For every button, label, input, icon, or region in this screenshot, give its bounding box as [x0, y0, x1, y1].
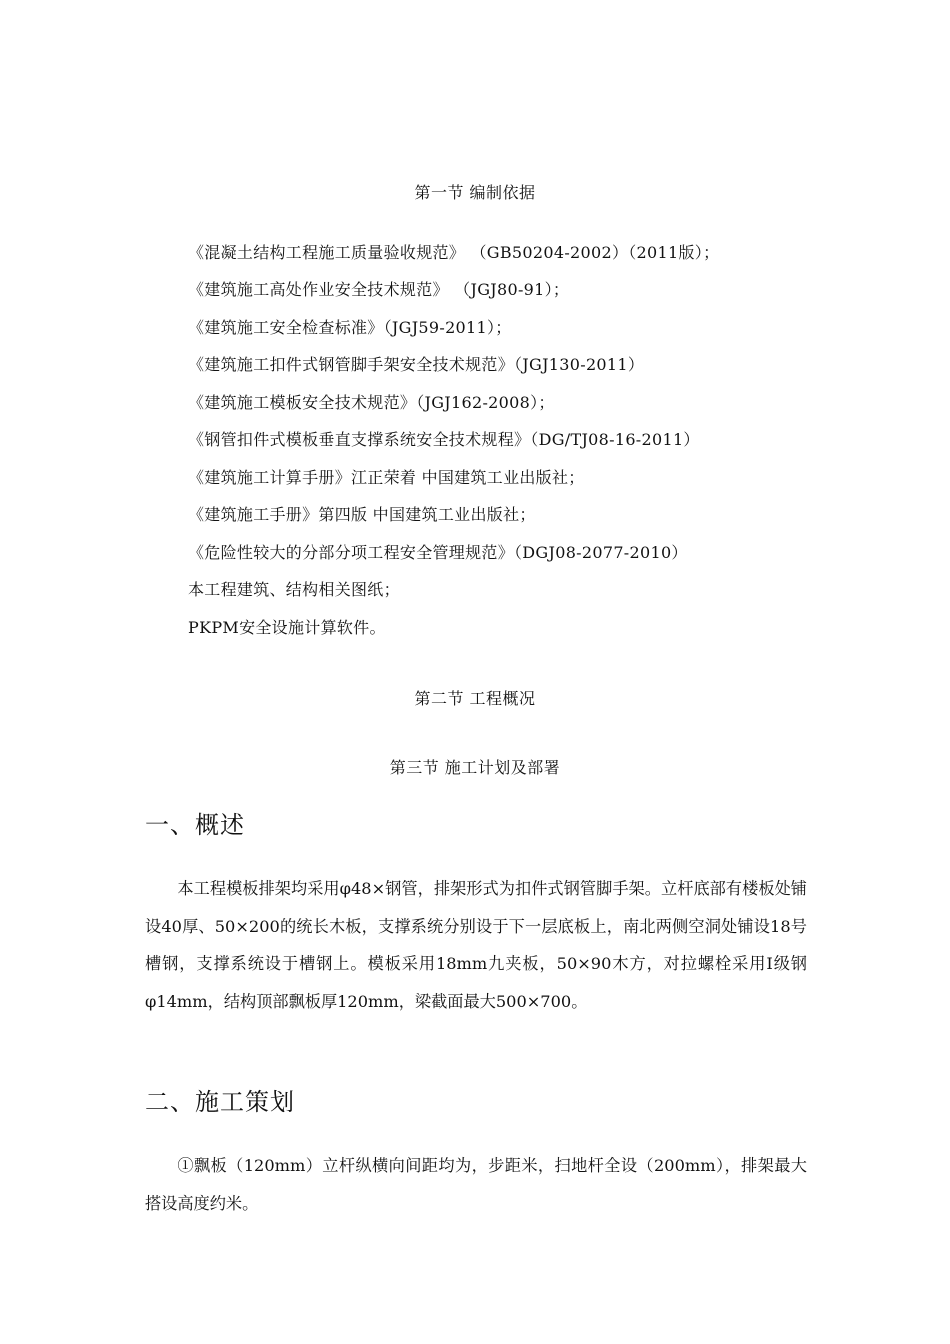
- section-1-title: 第一节 编制依据: [414, 183, 536, 202]
- reference-item: 《建筑施工计算手册》江正荣着 中国建筑工业出版社；: [188, 468, 585, 487]
- reference-item: 《建筑施工模板安全技术规范》（JGJ162-2008）；: [188, 393, 555, 412]
- reference-item: 《建筑施工高处作业安全技术规范》 （JGJ80-91）；: [188, 280, 570, 299]
- reference-item: 《建筑施工安全检查标准》（JGJ59-2011）；: [188, 318, 512, 337]
- reference-item: 《危险性较大的分部分项工程安全管理规范》（DGJ08-2077-2010）: [188, 543, 688, 562]
- overview-paragraph: 本工程模板排架均采用φ48×钢管，排架形式为扣件式钢管脚手架。立杆底部有楼板处铺设40厚、50×200的统长木板，支撑系统分别设于下一层底板上，南北两侧空洞处铺设18号槽钢，支撑系统设于槽钢上。模板采用18mm九夹板，50×90木方，对拉螺栓采用Ⅰ级钢φ14mm，结构顶部飘板厚120mm，梁截面最大500×700。: [145, 879, 807, 1011]
- overview-heading: 一、概述: [145, 811, 245, 839]
- section-2-title: 第二节 工程概况: [414, 689, 536, 708]
- reference-item: 《建筑施工扣件式钢管脚手架安全技术规范》（JGJ130-2011）: [188, 355, 645, 374]
- reference-item: 本工程建筑、结构相关图纸；: [188, 580, 400, 599]
- planning-heading: 二、施工策划: [145, 1088, 295, 1116]
- reference-item: 《钢管扣件式模板垂直支撑系统安全技术规程》（DG/TJ08-16-2011）: [188, 430, 700, 449]
- section-3-title: 第三节 施工计划及部署: [389, 758, 561, 777]
- planning-paragraph: ①飘板（120mm）立杆纵横向间距均为，步距米，扫地杆全设（200mm），排架最大搭设高度约米。: [145, 1156, 807, 1213]
- reference-item: 《混凝土结构工程施工质量验收规范》 （GB50204-2002）（2011版）；: [188, 243, 720, 262]
- reference-item: PKPM安全设施计算软件。: [188, 618, 386, 637]
- reference-item: 《建筑施工手册》第四版 中国建筑工业出版社；: [188, 505, 536, 524]
